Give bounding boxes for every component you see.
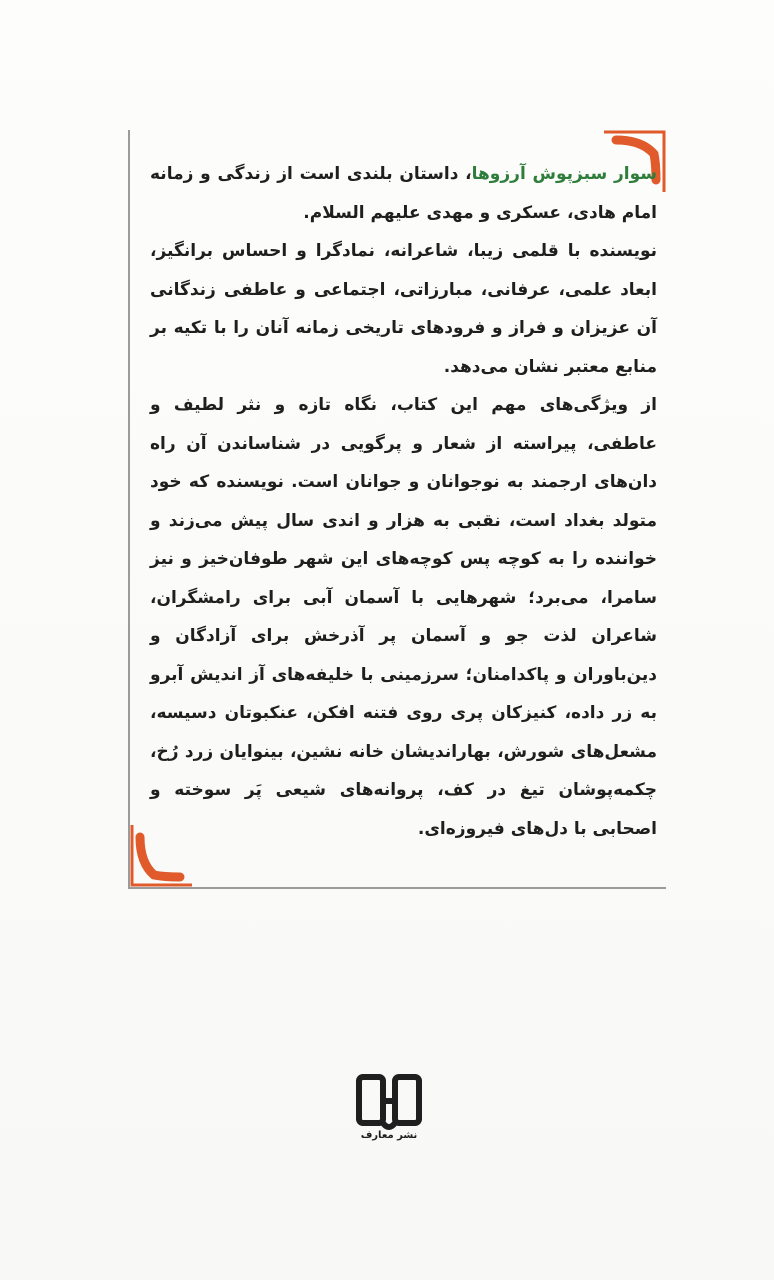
book-title-highlight: سوار سبزپوش آرزوها (471, 164, 657, 184)
publisher-name: نشر معارف (360, 1130, 418, 1141)
description-text (150, 155, 657, 848)
paragraph-intro (150, 155, 657, 232)
paragraph-author-style: نویسنده با قلمی زیبا، شاعرانه، نمادگرا و احساس برانگیز، ابعاد علمی، عرفانی، مبارزاتی، اجتماعی و عاطفی زندگانی آن عزیزان و فراز و فرودهای تاریخی زمانه آنان را با تکیه بر منابع معتبر نشان می‌دهد. (150, 241, 657, 377)
intro-text: ، داستان بلندی است از زندگی و زمانه امام هادی، عسکری و مهدی علیهم السلام. (150, 164, 657, 223)
paragraph-features: از ویژگی‌های مهم این کتاب، نگاه تازه و نثر لطیف و عاطفی، پیراسته از شعار و پرگویی در شناساندن آن راه دان‌های ارجمند به نوجوانان و جوانان است. نویسنده که خود متولد بغداد است، نقبی به هزار و اندی سال پیش می‌زند و خواننده را به کوچه پس کوچه‌های این شهر طوفان‌خیز و نیز سامرا، می‌برد؛ شهرهایی با آسمان آبی برای رامشگران، شاعران لذت جو و آسمان پر آذرخش برای آزادگان و دین‌باوران و پاکدامنان؛ سرزمینی با خلیفه‌های آز اندیش آبرو به زر داده، کنیزکان پری روی فتنه افکن، عنکبوتان دسیسه، مشعل‌های شورش، بهاراندیشان خانه نشین، بینوایان زرد رُخ، چکمه‌پوشان تیغ در کف، پروانه‌های شیعی پَر سوخته و اصحابی با دل‌های فیروزه‌ای. (150, 395, 657, 839)
